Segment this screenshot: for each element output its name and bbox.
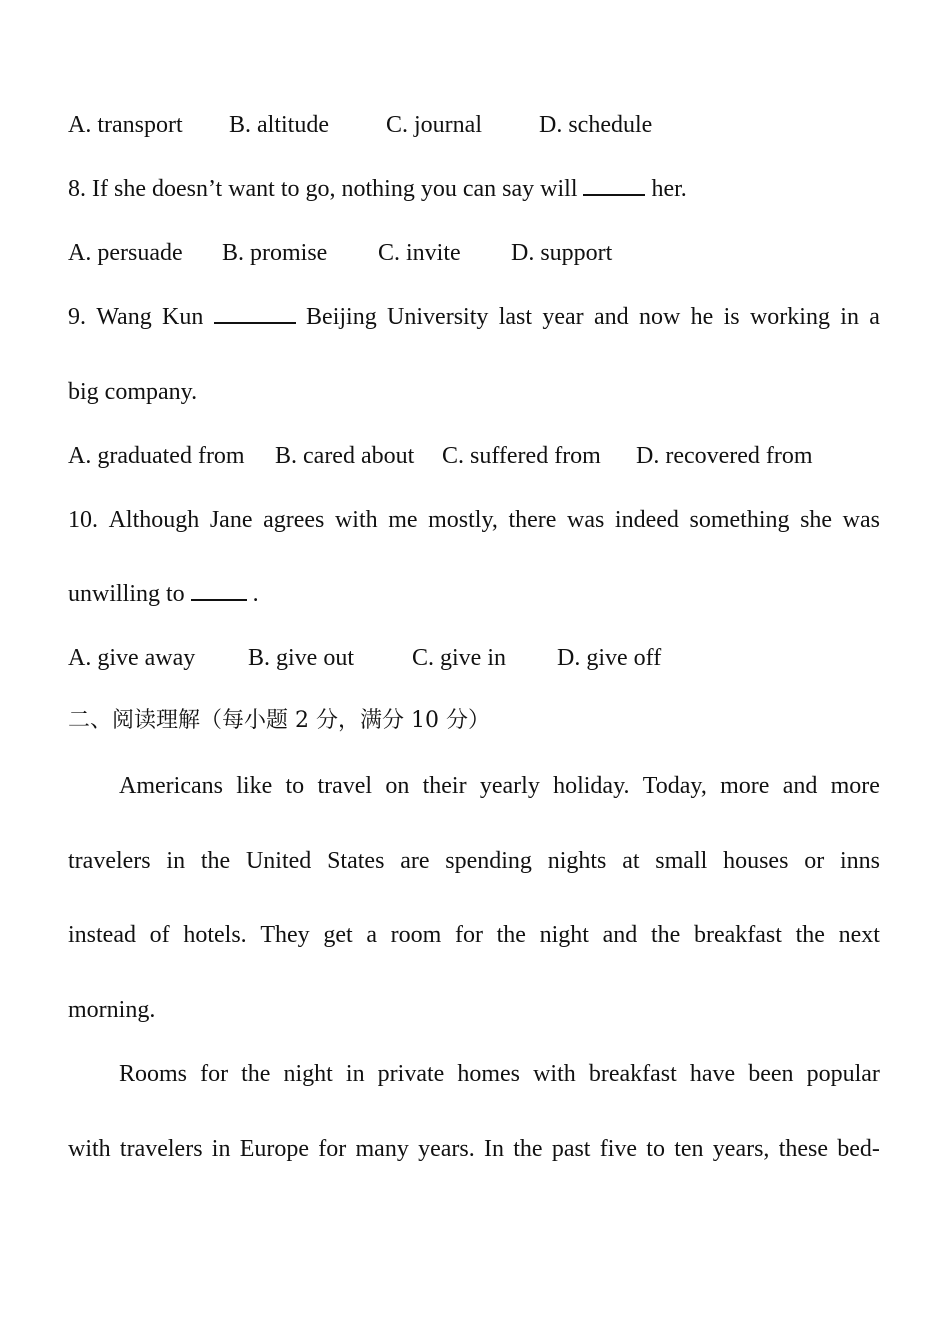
q8-stem-before: 8. If she doesn’t want to go, nothing you can say will (68, 176, 578, 202)
q9-word: and (593, 304, 629, 330)
q9-answer-blank (214, 302, 296, 324)
q9-word: he (690, 304, 714, 330)
q10-word: there (508, 507, 557, 533)
passage-word: in (345, 1061, 365, 1087)
q9-option-a: A. graduated from (68, 443, 245, 469)
passage-word: breakfast (693, 922, 782, 948)
passage-word: holiday. (553, 773, 630, 799)
q8-option-a: A. persuade (68, 240, 183, 266)
passage-word: bed- (837, 1136, 880, 1162)
q10-word: me (388, 507, 418, 533)
passage-word: yearly (479, 773, 540, 799)
passage-word: inns (839, 848, 880, 874)
q8-option-b: B. promise (222, 240, 328, 266)
q9-word: Kun (162, 304, 204, 330)
passage-word: with (68, 1136, 111, 1162)
q9-word: University (387, 304, 489, 330)
q10-word: indeed (614, 507, 679, 533)
passage-word: past (551, 1136, 591, 1162)
q10-word: Although (108, 507, 200, 533)
q9-word: 9. (68, 304, 86, 330)
q8-stem-after: her. (651, 176, 687, 202)
q10-option-d: D. give off (557, 645, 662, 671)
passage-word: for (454, 922, 483, 948)
q7-option-c: C. journal (386, 112, 482, 138)
passage-word: for (318, 1136, 347, 1162)
passage-word: travelers (68, 848, 151, 874)
passage-word: for (200, 1061, 229, 1087)
passage-word: popular (806, 1061, 880, 1087)
passage-word: or (804, 848, 825, 874)
q10-option-a: A. give away (68, 645, 196, 671)
q9-option-b: B. cared about (275, 443, 415, 469)
passage-word: Rooms (119, 1061, 188, 1087)
passage-word: They (260, 922, 310, 948)
q10-word: she (800, 507, 833, 533)
q7-options (68, 110, 868, 140)
q9-stem-line2: big company. (68, 379, 198, 405)
q10-stem-line1 (68, 505, 880, 535)
q9-word: a (869, 304, 880, 330)
passage-word: the (513, 1136, 543, 1162)
q10-answer-blank (191, 579, 247, 601)
passage-word: private (377, 1061, 445, 1087)
passage-word: the (650, 922, 681, 948)
passage-word: Europe (239, 1136, 310, 1162)
q9-option-c: C. suffered from (442, 443, 601, 469)
passage-word: In (483, 1136, 504, 1162)
passage-word: homes (457, 1061, 521, 1087)
passage-word: nights (547, 848, 607, 874)
q10-word: Jane (209, 507, 253, 533)
q10-word: agrees (263, 507, 325, 533)
passage-word: their (422, 773, 467, 799)
passage-word: room (390, 922, 442, 948)
q8-option-d: D. support (511, 240, 613, 266)
passage-word: ten (674, 1136, 704, 1162)
passage-word: to (646, 1136, 665, 1162)
q9-options (68, 441, 868, 471)
passage-word: a (366, 922, 377, 948)
passage-word: travelers (119, 1136, 203, 1162)
passage-p1-line2 (68, 846, 880, 876)
passage-word: like (236, 773, 273, 799)
passage-word: night (539, 922, 589, 948)
q10-option-c: C. give in (412, 645, 506, 671)
passage-word: in (211, 1136, 231, 1162)
passage-word: next (838, 922, 880, 948)
passage-word: many (355, 1136, 409, 1162)
passage-word: breakfast (588, 1061, 677, 1087)
passage-word: United (245, 848, 312, 874)
passage-word: travel (317, 773, 373, 799)
q10-stem-after: . (252, 581, 259, 607)
q10-word: something (689, 507, 790, 533)
q10-stem-line2 (68, 579, 259, 609)
passage-word: years, (712, 1136, 770, 1162)
q7-option-a: A. transport (68, 112, 183, 138)
q9-word: Beijing (306, 304, 377, 330)
passage-word: at (622, 848, 640, 874)
passage-word: and (602, 922, 638, 948)
q9-word: Wang (96, 304, 152, 330)
q9-word: now (638, 304, 681, 330)
passage-word: are (400, 848, 430, 874)
q9-word: is (723, 304, 740, 330)
passage-word: in (166, 848, 186, 874)
passage-word: years. (418, 1136, 475, 1162)
passage-word: Today, (642, 773, 707, 799)
passage-word: and (782, 773, 818, 799)
q9-stem-line1 (68, 302, 880, 332)
passage-word: five (599, 1136, 638, 1162)
passage-p1-line3 (68, 920, 880, 950)
q10-option-b: B. give out (248, 645, 354, 671)
q9-option-d: D. recovered from (636, 443, 813, 469)
passage-word: to (285, 773, 305, 799)
passage-word: States (327, 848, 385, 874)
passage-word: small (655, 848, 708, 874)
passage-word: the (496, 922, 526, 948)
passage-word: been (748, 1061, 794, 1087)
passage-p1-line4: morning. (68, 997, 156, 1023)
q10-stem-before: unwilling to (68, 581, 185, 607)
passage-p2-line2 (68, 1134, 880, 1164)
q8-options (68, 238, 868, 268)
passage-word: hotels. (183, 922, 247, 948)
passage-word: with (533, 1061, 576, 1087)
q10-word: was (842, 507, 880, 533)
q10-word: with (334, 507, 378, 533)
passage-word: the (795, 922, 825, 948)
passage-word: the (200, 848, 231, 874)
passage-word: spending (445, 848, 532, 874)
q9-word: last (498, 304, 533, 330)
passage-word: the (241, 1061, 271, 1087)
passage-word: instead (68, 922, 136, 948)
q10-word: 10. (68, 507, 98, 533)
q8-answer-blank (583, 174, 645, 196)
passage-word: these (778, 1136, 828, 1162)
passage-word: have (689, 1061, 736, 1087)
q9-word: in (840, 304, 859, 330)
passage-word: get (323, 922, 353, 948)
passage-word: on (385, 773, 410, 799)
passage-word: more (720, 773, 770, 799)
q7-option-b: B. altitude (229, 112, 329, 138)
q10-word: was (567, 507, 605, 533)
passage-word: houses (723, 848, 789, 874)
q9-word: working (749, 304, 830, 330)
passage-word: night (283, 1061, 333, 1087)
q7-option-d: D. schedule (539, 112, 653, 138)
q10-options (68, 643, 868, 673)
passage-p1-line1 (119, 771, 880, 801)
q8-option-c: C. invite (378, 240, 461, 266)
passage-word: Americans (119, 773, 223, 799)
q8-stem (68, 174, 687, 204)
q10-word: mostly, (428, 507, 498, 533)
section-heading-reading: 二、阅读理解（每小题 2 分，满分 10 分） (68, 708, 490, 733)
passage-word: more (830, 773, 880, 799)
passage-p2-line1 (119, 1059, 880, 1089)
passage-word: of (149, 922, 170, 948)
q9-word: year (542, 304, 584, 330)
